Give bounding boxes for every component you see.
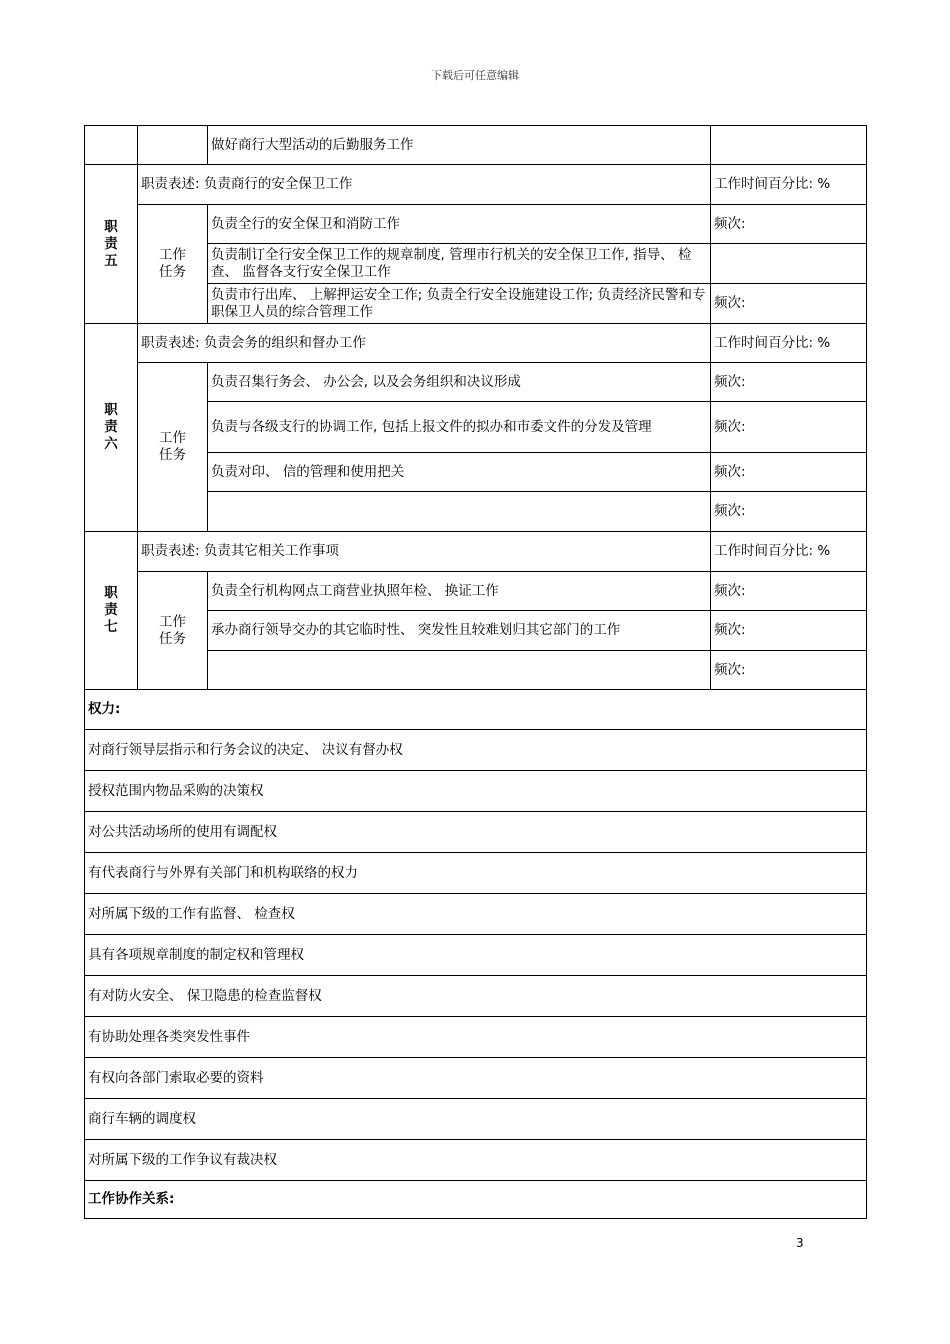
list-item (85, 894, 867, 935)
empty-cell (711, 126, 867, 165)
duty7-task-label: 工作 任务 (138, 572, 208, 690)
duty6-label: 职 责 六 (85, 324, 138, 532)
power-item: 有代表商行与外界有关部门和机构联络的权力 (85, 853, 867, 894)
task-text: 负责制订全行安全保卫工作的规章制度, 管理市行机关的安全保卫工作, 指导、 检查、 监督各支行安全保卫工作 (208, 244, 711, 284)
duty6-statement-row (85, 324, 867, 363)
duty6-statement: 职责表述: 负责会务的组织和督办工作 (138, 324, 711, 363)
frequency: 频次: (711, 453, 867, 492)
task-text: 负责全行的安全保卫和消防工作 (208, 205, 711, 244)
power-item: 具有各项规章制度的制定权和管理权 (85, 935, 867, 976)
empty-cell (138, 126, 208, 165)
task-text: 做好商行大型活动的后勤服务工作 (208, 126, 711, 165)
duty5-task-label: 工作 任务 (138, 205, 208, 324)
duty7-time-pct: 工作时间百分比: % (711, 532, 867, 572)
duty5-label: 职 责 五 (85, 165, 138, 324)
list-item (85, 935, 867, 976)
list-item (85, 771, 867, 812)
frequency: 频次: (711, 651, 867, 690)
duties-table (84, 125, 867, 1219)
table-row (85, 205, 867, 244)
duty5-statement-row (85, 165, 867, 205)
duty6-time-pct: 工作时间百分比: % (711, 324, 867, 363)
list-item (85, 853, 867, 894)
collab-header-row (85, 1181, 867, 1219)
table-row (85, 363, 867, 402)
task-text: 负责召集行务会、 办公会, 以及会务组织和决议形成 (208, 363, 711, 402)
power-item: 对所属下级的工作争议有裁决权 (85, 1140, 867, 1181)
task-text (208, 651, 711, 690)
list-item (85, 976, 867, 1017)
frequency: 频次: (711, 363, 867, 402)
task-text: 负责全行机构网点工商营业执照年检、 换证工作 (208, 572, 711, 611)
page-number: 3 (796, 1236, 804, 1250)
power-item: 对公共活动场所的使用有调配权 (85, 812, 867, 853)
task-text (208, 492, 711, 532)
power-item: 对所属下级的工作有监督、 检查权 (85, 894, 867, 935)
power-item: 有对防火安全、 保卫隐患的检查监督权 (85, 976, 867, 1017)
powers-header-row (85, 690, 867, 730)
power-item: 商行车辆的调度权 (85, 1099, 867, 1140)
task-text: 负责对印、 信的管理和使用把关 (208, 453, 711, 492)
table-row (85, 126, 867, 165)
header-note: 下载后可任意编辑 (431, 69, 519, 82)
duty5-statement: 职责表述: 负责商行的安全保卫工作 (138, 165, 711, 205)
duty7-statement: 职责表述: 负责其它相关工作事项 (138, 532, 711, 572)
power-item: 有协助处理各类突发性事件 (85, 1017, 867, 1058)
frequency: 频次: (711, 284, 867, 324)
list-item (85, 812, 867, 853)
duty5-time-pct: 工作时间百分比: % (711, 165, 867, 205)
power-item: 对商行领导层指示和行务会议的决定、 决议有督办权 (85, 730, 867, 771)
task-text: 负责与各级支行的协调工作, 包括上报文件的拟办和市委文件的分发及管理 (208, 402, 711, 453)
frequency: 频次: (711, 611, 867, 651)
power-item: 有权向各部门索取必要的资料 (85, 1058, 867, 1099)
frequency: 频次: (711, 205, 867, 244)
empty-cell (85, 126, 138, 165)
frequency: 频次: (711, 492, 867, 532)
task-text: 负责市行出库、 上解押运安全工作; 负责全行安全设施建设工作; 负责经济民警和专职保卫人员的综合管理工作 (208, 284, 711, 324)
duty7-label: 职 责 七 (85, 532, 138, 690)
collab-title: 工作协作关系: (85, 1181, 867, 1219)
duty6-task-label: 工作 任务 (138, 363, 208, 532)
list-item (85, 1058, 867, 1099)
list-item (85, 730, 867, 771)
duty7-statement-row (85, 532, 867, 572)
task-text: 承办商行领导交办的其它临时性、 突发性且较难划归其它部门的工作 (208, 611, 711, 651)
powers-title: 权力: (85, 690, 867, 730)
frequency: 频次: (711, 572, 867, 611)
list-item (85, 1017, 867, 1058)
list-item (85, 1140, 867, 1181)
frequency (711, 244, 867, 284)
list-item (85, 1099, 867, 1140)
table-row (85, 572, 867, 611)
frequency: 频次: (711, 402, 867, 453)
power-item: 授权范围内物品采购的决策权 (85, 771, 867, 812)
